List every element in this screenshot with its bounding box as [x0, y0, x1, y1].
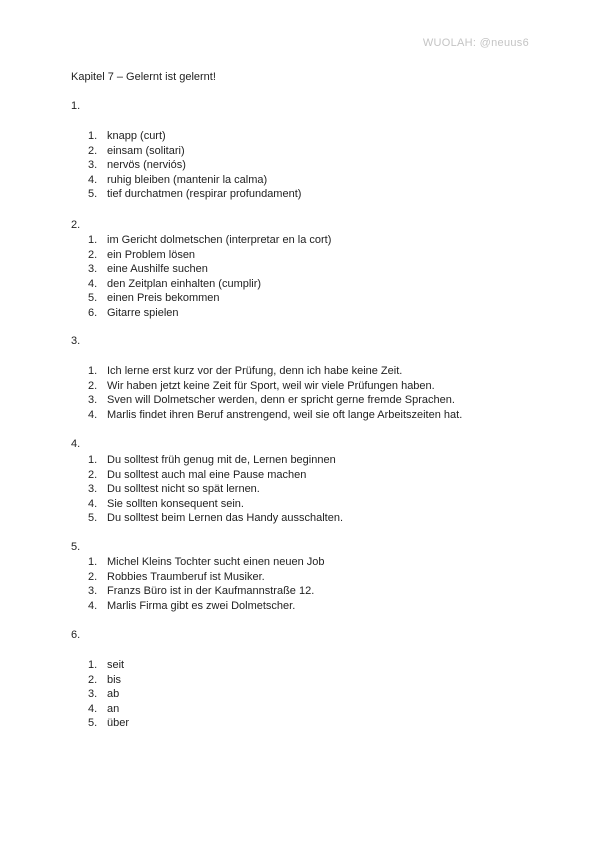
- section-number: 3.: [71, 335, 81, 347]
- page-title: Kapitel 7 – Gelernt ist gelernt!: [71, 71, 216, 83]
- list-item: 2. einsam (solitari): [88, 144, 185, 157]
- list-item: 3. eine Aushilfe suchen: [88, 263, 208, 276]
- list-item: 5. tief durchatmen (respirar profundament): [88, 188, 302, 201]
- list-item: 2. ein Problem lösen: [88, 248, 196, 261]
- list-item: 4. an: [88, 702, 120, 715]
- section-number: 4.: [71, 438, 81, 450]
- list-item: 4. Marlis Firma gibt es zwei Dolmetscher.: [88, 599, 296, 612]
- section-number: 5.: [71, 541, 81, 553]
- section-number: 1.: [71, 100, 81, 112]
- list-item: 4. Marlis findet ihren Beruf anstrengend, weil sie oft lange Arbeitszeiten hat.: [88, 408, 463, 421]
- list-item: 3. Du solltest nicht so spät lernen.: [88, 483, 260, 496]
- list-item: 4. den Zeitplan einhalten (cumplir): [88, 277, 262, 290]
- list-item: 1. Du solltest früh genug mit de, Lernen beginnen: [88, 454, 336, 466]
- list-item: 2. Du solltest auch mal eine Pause machen: [88, 468, 307, 481]
- list-item: 1. Ich lerne erst kurz vor der Prüfung, denn ich habe keine Zeit.: [88, 365, 403, 377]
- list-item: 3. Franzs Büro ist in der Kaufmannstraße 12.: [88, 585, 315, 598]
- answer-list: [88, 233, 331, 321]
- list-item: 4. Sie sollten konsequent sein.: [88, 497, 244, 510]
- watermark: WUOLAH: @neuus6: [422, 37, 529, 49]
- list-item: 2. Wir haben jetzt keine Zeit für Sport, weil wir viele Prüfungen haben.: [88, 379, 435, 392]
- list-item: 5. einen Preis bekommen: [88, 292, 220, 305]
- list-item: 3. Sven will Dolmetscher werden, denn er spricht gerne fremde Sprachen.: [88, 394, 455, 407]
- list-item: 4. ruhig bleiben (mantenir la calma): [88, 173, 268, 186]
- list-item: 5. über: [88, 717, 130, 730]
- answer-list: [88, 129, 301, 202]
- list-item: 1. im Gericht dolmetschen (interpretar en la cort): [88, 234, 332, 246]
- section-number: 6.: [71, 629, 81, 641]
- list-item: 3. nervös (nerviós): [88, 159, 186, 172]
- section-number: 2.: [71, 219, 81, 231]
- list-item: 3. ab: [88, 688, 120, 701]
- answer-list: [88, 555, 325, 613]
- list-item: 1. knapp (curt): [88, 130, 166, 142]
- answer-list: [88, 364, 462, 422]
- list-item: 2. bis: [88, 673, 122, 686]
- answer-list: [88, 453, 343, 526]
- list-item: 6. Gitarre spielen: [88, 306, 179, 319]
- list-item: 1. Michel Kleins Tochter sucht einen neuen Job: [88, 556, 325, 568]
- list-item: 5. Du solltest beim Lernen das Handy ausschalten.: [88, 512, 344, 525]
- list-item: 2. Robbies Traumberuf ist Musiker.: [88, 570, 265, 583]
- list-item: 1. seit: [88, 659, 125, 671]
- answer-list: [88, 658, 129, 731]
